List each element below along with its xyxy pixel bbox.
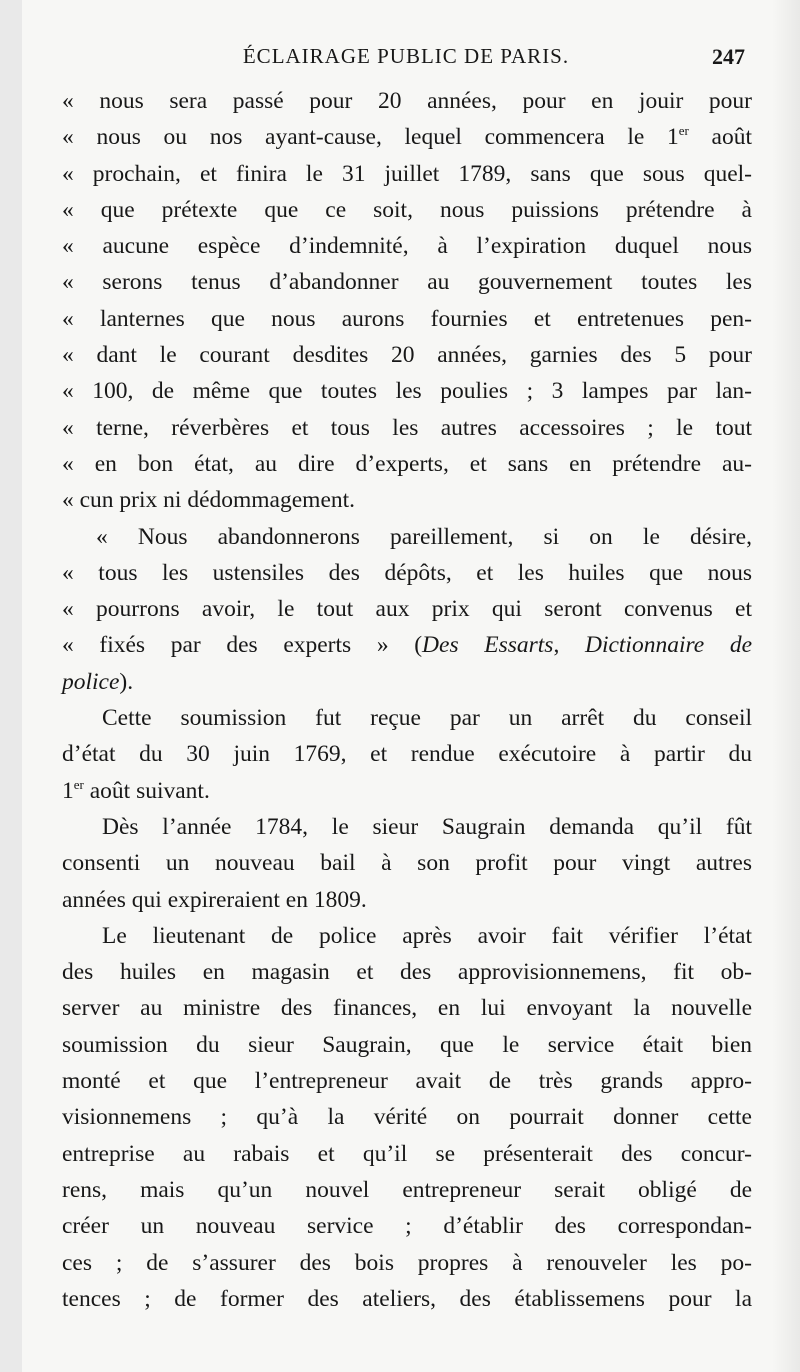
text-line: Dès l’année 1784, le sieur Saugrain demanda qu’il fût [102,813,752,840]
text-line: consenti un nouveau bail à son profit pour vingt autres [62,850,752,877]
text-line: « 100, de même que toutes les poulies ; 3 lampes par lan- [62,378,752,405]
text-line: créer un nouveau service ; d’établir des correspondan- [62,1213,752,1240]
text-line: visionnemens ; qu’à la vérité on pourrait donner cette [62,1104,752,1131]
text-line: « terne, réverbères et tous les autres accessoires ; le tout [62,414,752,441]
text-line: 1er août suivant. [62,776,210,804]
text-line: tences ; de former des ateliers, des établissemens pour la [62,1285,752,1312]
text-line: des huiles en magasin et des approvisionnemens, fit ob- [62,959,752,986]
text-line: « tous les ustensiles des dépôts, et les huiles que nous [62,559,752,586]
text-line: « cun prix ni dédommagement. [62,487,356,514]
text-line: server au ministre des finances, en lui envoyant la nouvelle [62,995,752,1022]
text-line: « lanternes que nous aurons fournies et entretenues pen- [62,305,752,332]
text-line: « nous sera passé pour 20 années, pour en jouir pour [62,88,752,114]
text-line: « nous ou nos ayant-cause, lequel commencera le 1er août [62,123,752,151]
text-line: « pourrons avoir, le tout aux prix qui seront convenus et [62,596,752,623]
text-line: police). [62,668,134,695]
text-line: « serons tenus d’abandonner au gouvernement toutes les [62,269,752,296]
running-title: ÉCLAIRAGE PUBLIC DE PARIS. [242,44,570,68]
text-line: Le lieutenant de police après avoir fait vérifier l’état [102,922,752,949]
text-line: années qui expireraient en 1809. [62,886,367,913]
text-line: « aucune espèce d’indemnité, à l’expiration duquel nous [62,233,752,260]
text-line: monté et que l’entrepreneur avait de très grands appro- [62,1068,752,1095]
text-line: « Nous abandonnerons pareillement, si on le désire, [96,523,752,550]
page-number: 247 [712,44,745,69]
text-line: « fixés par des experts » (Des Essarts, Dictionnaire de [62,632,753,659]
page-header [67,44,745,80]
body-text [62,83,752,1317]
text-line: d’état du 30 juin 1769, et rendue exécutoire à partir du [62,741,752,768]
text-line: ces ; de s’assurer des bois propres à renouveler les po- [62,1249,752,1276]
text-line: « en bon état, au dire d’experts, et sans en prétendre au- [62,450,752,477]
text-line: soumission du sieur Saugrain, que le service était bien [62,1031,752,1058]
text-line: « dant le courant desdites 20 années, garnies des 5 pour [62,342,752,369]
text-line: rens, mais qu’un nouvel entrepreneur serait obligé de [62,1176,752,1203]
text-line: entreprise au rabais et qu’il se présenterait des concur- [62,1140,752,1167]
text-line: « prochain, et finira le 31 juillet 1789, sans que sous quel- [62,160,752,187]
text-line: « que prétexte que ce soit, nous puissions prétendre à [62,196,752,223]
text-line: Cette soumission fut reçue par un arrêt du conseil [102,705,752,732]
